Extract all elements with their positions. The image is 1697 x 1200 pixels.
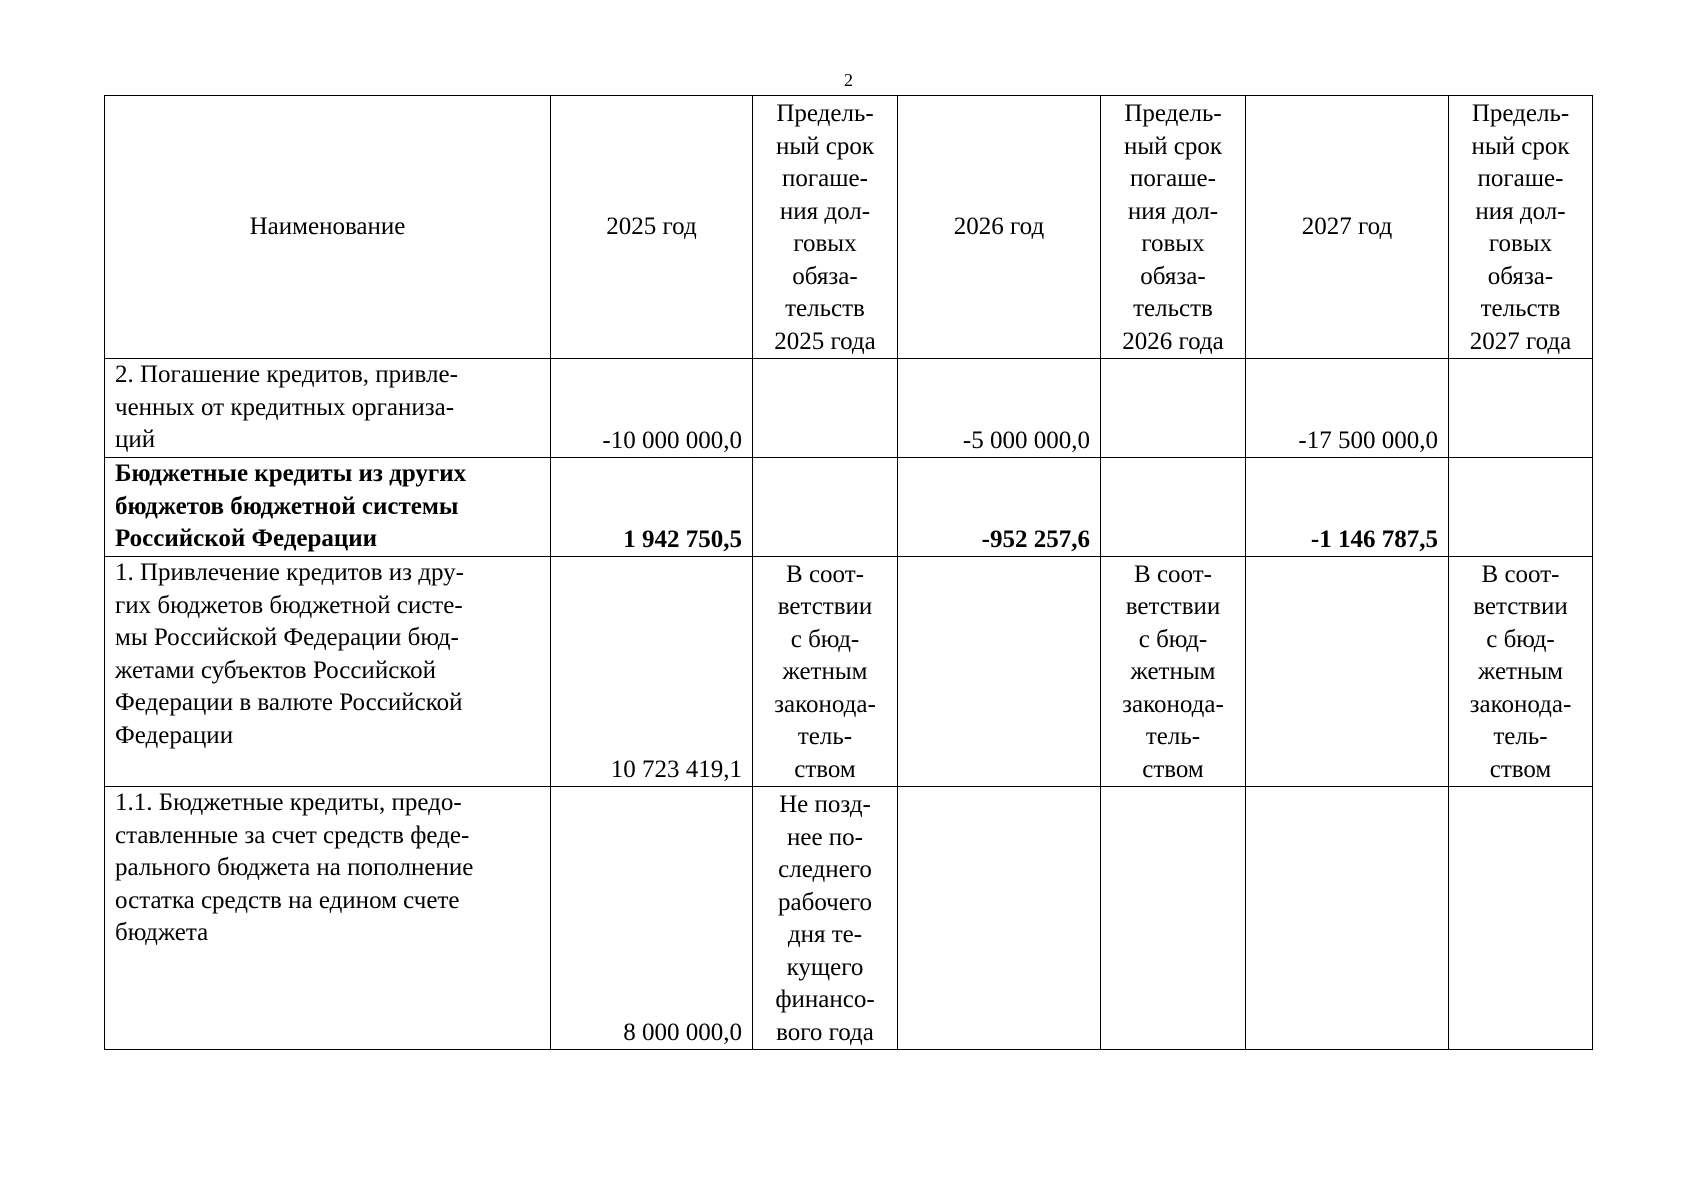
term-2025 — [753, 458, 898, 557]
term-2026: В соот- ветствии с бюд- жетным законода- тель- ством — [1101, 557, 1246, 787]
term-2026 — [1101, 787, 1246, 1050]
term-2027 — [1449, 458, 1593, 557]
value-2025: 8 000 000,0 — [551, 787, 753, 1050]
value-2027: -17 500 000,0 — [1246, 359, 1449, 458]
term-2027: В соот- ветствии с бюд- жетным законода- тель- ством — [1449, 557, 1593, 787]
header-name: Наименование — [105, 96, 551, 359]
term-2025 — [753, 359, 898, 458]
row-name: 1. Привлечение кредитов из дру- гих бюджетов бюджетной систе- мы Российской Федерации бюд- жетами субъектов Российской Федерации в валюте Российской Федерации — [105, 557, 551, 787]
row-name: 2. Погашение кредитов, привле- ченных от кредитных организа- ций — [105, 359, 551, 458]
value-2026: -5 000 000,0 — [898, 359, 1101, 458]
header-year-2025: 2025 год — [551, 96, 753, 359]
value-2027 — [1246, 557, 1449, 787]
header-term-2026: Предель- ный срок погаше- ния дол- говых обяза- тельств 2026 года — [1101, 96, 1246, 359]
table-row — [105, 359, 1593, 458]
budget-sources-table — [104, 95, 1593, 1050]
table-header-row — [105, 96, 1593, 359]
row-name: Бюджетные кредиты из других бюджетов бюджетной системы Российской Федерации — [105, 458, 551, 557]
value-2025: 1 942 750,5 — [551, 458, 753, 557]
value-2027 — [1246, 787, 1449, 1050]
table-row-bold — [105, 458, 1593, 557]
row-name: 1.1. Бюджетные кредиты, предо- ставленные за счет средств феде- рального бюджета на пополнение остатка средств на едином счете бюджета — [105, 787, 551, 1050]
term-2025: В соот- ветствии с бюд- жетным законода- тель- ством — [753, 557, 898, 787]
header-year-2026: 2026 год — [898, 96, 1101, 359]
table-row — [105, 787, 1593, 1050]
value-2026 — [898, 557, 1101, 787]
page-number: 2 — [844, 70, 853, 90]
term-2025: Не позд- нее по- следнего рабочего дня те- кущего финансо- вого года — [753, 787, 898, 1050]
value-2026 — [898, 787, 1101, 1050]
value-2027: -1 146 787,5 — [1246, 458, 1449, 557]
table-row — [105, 557, 1593, 787]
header-term-2027: Предель- ный срок погаше- ния дол- говых обяза- тельств 2027 года — [1449, 96, 1593, 359]
header-year-2027: 2027 год — [1246, 96, 1449, 359]
value-2025: 10 723 419,1 — [551, 557, 753, 787]
term-2027 — [1449, 359, 1593, 458]
header-term-2025: Предель- ный срок погаше- ния дол- говых обяза- тельств 2025 года — [753, 96, 898, 359]
term-2026 — [1101, 359, 1246, 458]
value-2025: -10 000 000,0 — [551, 359, 753, 458]
term-2026 — [1101, 458, 1246, 557]
value-2026: -952 257,6 — [898, 458, 1101, 557]
term-2027 — [1449, 787, 1593, 1050]
